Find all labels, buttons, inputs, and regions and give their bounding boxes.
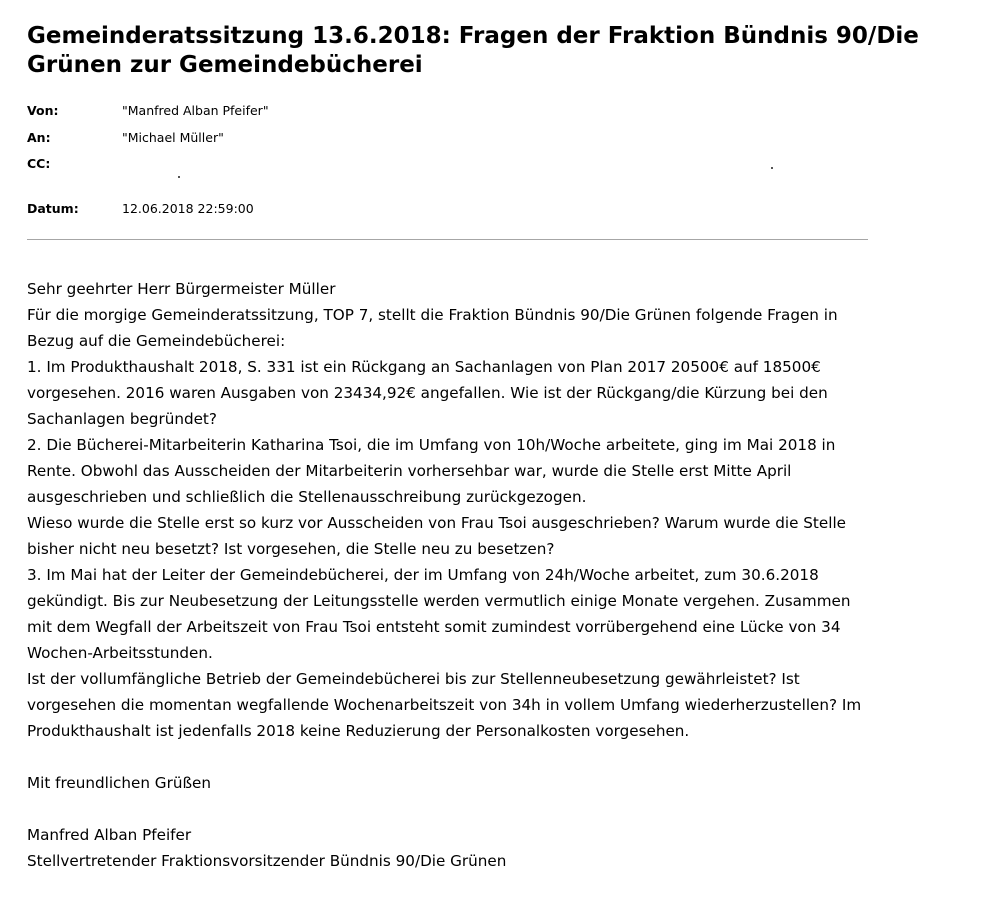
question-3: 3. Im Mai hat der Leiter der Gemeindebücherei, der im Umfang von 24h/Woche arbeitet, zum 30.6.2018 gekündigt. Bis zur Neubesetzung der Leitungsstelle werden vermutlich einige Monate vergehen. Zusammen mit dem Wegfall der Arbeitszeit von Frau Tsoi entsteht somit zumindest vorrübergehend eine Lücke von 34 Wochen-Arbeitsstunden.	[27, 566, 851, 662]
from-value[interactable]: "Manfred Alban Pfeifer"	[122, 103, 269, 118]
to-label: An:	[27, 130, 51, 145]
from-row	[27, 103, 877, 119]
to-row	[27, 130, 877, 146]
salutation: Sehr geehrter Herr Bürgermeister Müller	[27, 280, 336, 298]
intro-paragraph: Für die morgige Gemeinderatssitzung, TOP 7, stellt die Fraktion Bündnis 90/Die Grünen folgende Fragen in Bezug auf die Gemeindebücherei:	[27, 306, 838, 350]
from-label: Von:	[27, 103, 59, 118]
closing: Mit freundlichen Grüßen	[27, 774, 211, 792]
spacer	[27, 744, 877, 770]
signature-name: Manfred Alban Pfeifer	[27, 826, 192, 844]
question-3-followup: Ist der vollumfängliche Betrieb der Gemeindebücherei bis zur Stellenneubesetzung gewährleistet? Ist vorgesehen die momentan wegfallende Wochenarbeitszeit von 34h in vollem Umfang wiederherzustellen? Im Produkthaushalt ist jedenfalls 2018 keine Reduzierung der Personalkosten vorgesehen.	[27, 670, 862, 740]
cc-row	[27, 156, 877, 172]
cc-redaction-mark	[178, 176, 180, 178]
cc-redaction-mark	[771, 167, 773, 169]
question-2: 2. Die Bücherei-Mitarbeiterin Katharina Tsoi, die im Umfang von 10h/Woche arbeitete, ging im Mai 2018 in Rente. Obwohl das Ausscheiden der Mitarbeiterin vorhersehbar war, wurde die Stelle erst Mitte April ausgeschrieben und schließlich die Stellenausschreibung zurückgezogen.	[27, 436, 836, 506]
date-value: 12.06.2018 22:59:00	[122, 201, 254, 216]
to-value[interactable]: "Michael Müller"	[122, 130, 224, 145]
date-label: Datum:	[27, 201, 79, 216]
email-subject: Gemeinderatssitzung 13.6.2018: Fragen der Fraktion Bündnis 90/Die Grünen zur Gemeindebücherei	[27, 23, 919, 78]
cc-label: CC:	[27, 156, 51, 171]
question-1: 1. Im Produkthaushalt 2018, S. 331 ist ein Rückgang an Sachanlagen von Plan 2017 20500€ auf 18500€ vorgesehen. 2016 waren Ausgaben von 23434,92€ angefallen. Wie ist der Rückgang/die Kürzung bei den Sachanlagen begründet?	[27, 358, 828, 428]
date-row	[27, 201, 877, 217]
header-divider	[27, 239, 868, 240]
email-body	[27, 276, 877, 874]
spacer	[27, 796, 877, 822]
question-2-followup: Wieso wurde die Stelle erst so kurz vor Ausscheiden von Frau Tsoi ausgeschrieben? Warum wurde die Stelle bisher nicht neu besetzt? Ist vorgesehen, die Stelle neu zu besetzen?	[27, 514, 847, 558]
signature-title: Stellvertretender Fraktionsvorsitzender Bündnis 90/Die Grünen	[27, 852, 507, 870]
